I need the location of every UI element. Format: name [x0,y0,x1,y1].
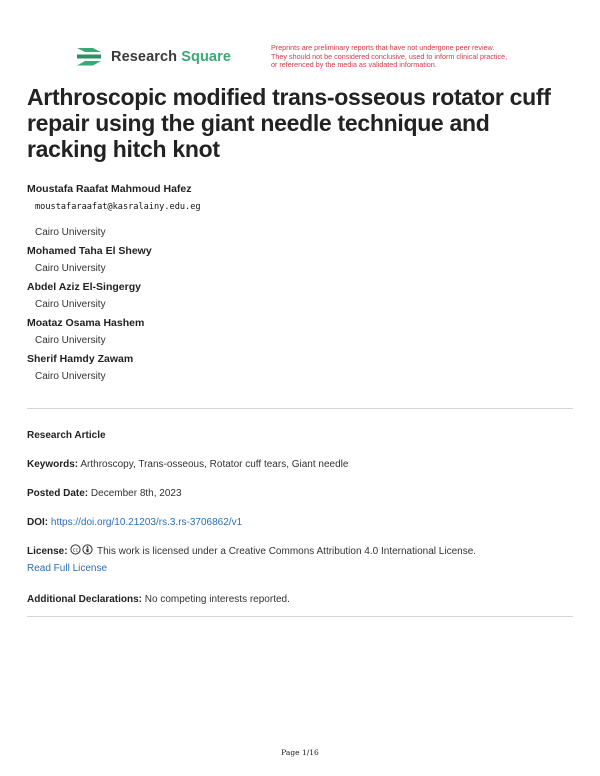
page-number: Page 1/16 [281,748,319,757]
read-full-license-link[interactable]: Read Full License [27,563,108,574]
doi-link[interactable]: https://doi.org/10.21203/rs.3.rs-3706862/v1 [50,517,243,528]
preprint-disclaimer: Preprints are preliminary reports that have not undergone peer review. They should not be considered conclusive, used to inform clinical practice, or referenced by the media as validated information. [271,43,508,70]
author-name: Mohamed Taha El Shewy [27,245,152,257]
author-affiliation: Cairo University [35,299,106,310]
article-type: Research Article [27,430,106,441]
author-affiliation: Cairo University [35,371,106,382]
license-text: This work is licensed under a Creative Commons Attribution 4.0 International License. [96,546,477,557]
paper-title: Arthroscopic modified trans-osseous rotator cuff repair using the giant needle technique and racking hitch knot [27,84,551,162]
author-name: Moustafa Raafat Mahmoud Hafez [27,183,192,195]
doi [27,514,573,531]
divider [27,616,573,617]
author-name: Moataz Osama Hashem [27,317,145,329]
author-email[interactable]: moustafaraafat@kasralainy.edu.eg [35,202,201,212]
page-header [75,44,555,74]
posted-date-value: December 8th, 2023 [90,488,182,499]
posted-date-label: Posted Date: [27,488,89,499]
creative-commons-icon [70,544,94,555]
doi-label: DOI: [27,517,49,528]
keywords-label: Keywords: [27,459,79,470]
svg-text:cc: cc [73,547,79,554]
author-affiliation: Cairo University [35,227,106,238]
posted-date [27,485,573,502]
keywords-value: Arthroscopy, Trans-osseous, Rotator cuff tears, Giant needle [80,459,349,470]
declarations-value: No competing interests reported. [144,594,290,605]
additional-declarations [27,591,573,608]
logo-text: Research Square [111,49,231,65]
author-name: Abdel Aziz El-Singergy [27,281,141,293]
research-square-logo[interactable] [75,46,231,68]
author-affiliation: Cairo University [35,335,106,346]
research-square-logo-icon [75,46,103,68]
license [27,543,573,577]
keywords [27,456,573,473]
divider [27,408,573,409]
license-label: License: [27,546,68,557]
author-affiliation: Cairo University [35,263,106,274]
author-name: Sherif Hamdy Zawam [27,353,134,365]
declarations-label: Additional Declarations: [27,594,143,605]
author-list [27,180,573,386]
